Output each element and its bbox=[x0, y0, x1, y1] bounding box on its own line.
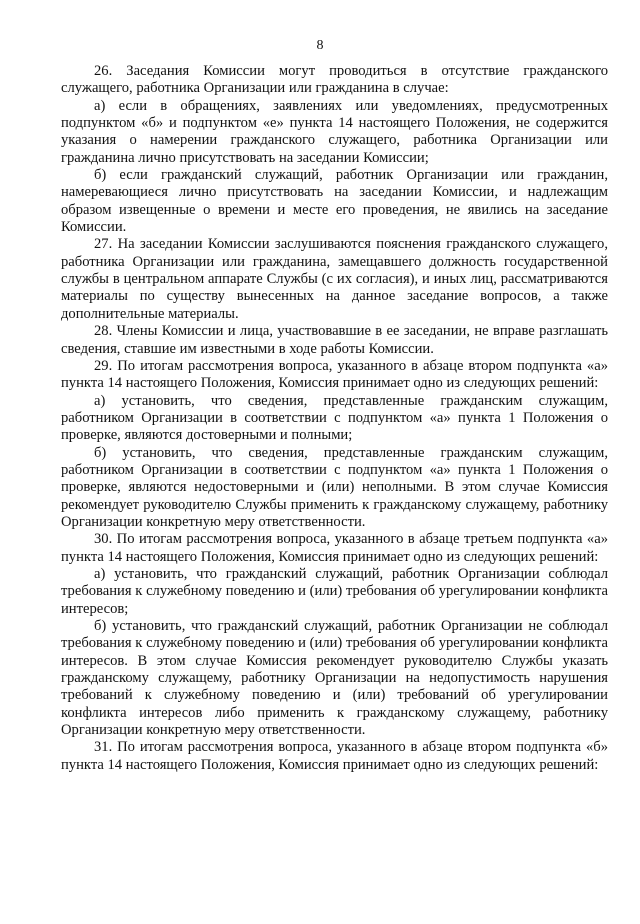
paragraph-31: 31. По итогам рассмотрения вопроса, указанного в абзаце втором подпункта «б» пункта 14 настоящего Положения, Комиссия принимает одно из следующих решений: bbox=[61, 739, 608, 773]
paragraph-28: 28. Члены Комиссии и лица, участвовавшие в ее заседании, не вправе разглашать сведения, ставшие им известными в ходе работы Комиссии. bbox=[61, 323, 608, 357]
paragraph-29-a: а) установить, что сведения, представленные гражданским служащим, работником Организации в соответствии с подпунктом «а» пункта 1 Положения о проверке, являются достоверными и полными; bbox=[61, 392, 608, 444]
paragraph-26-a: а) если в обращениях, заявлениях или уведомлениях, предусмотренных подпунктом «б» и подпунктом «е» пункта 14 настоящего Положения, не содержится указания о намерении гражданского служащего, работника Организации или гражданина лично присутствовать на заседании Комиссии; bbox=[61, 97, 608, 166]
document-body bbox=[61, 63, 608, 774]
paragraph-29: 29. По итогам рассмотрения вопроса, указанного в абзаце втором подпункта «а» пункта 14 настоящего Положения, Комиссия принимает одно из следующих решений: bbox=[61, 357, 608, 392]
paragraph-27: 27. На заседании Комиссии заслушиваются пояснения гражданского служащего, работника Организации или гражданина, замещавшего должность государственной службы в центральном аппарате Службы (с их согласия), и иных лиц, рассматриваются материалы по существу вынесенных на данное заседание вопросов, а также дополнительные материалы. bbox=[61, 236, 608, 322]
paragraph-29-b: б) установить, что сведения, представленные гражданским служащим, работником Организации в соответствии с подпунктом «а» пункта 1 Положения о проверке, являются недостоверными и (или) неполными. В этом случае Комиссия рекомендует руководителю Службы применить к гражданскому служащему, работнику Организации конкретную меру ответственности. bbox=[61, 444, 608, 530]
paragraph-26-b: б) если гражданский служащий, работник Организации или гражданин, намеревающиеся лично присутствовать на заседании Комиссии, и надлежащим образом извещенные о времени и месте его проведения, не явились на заседание Комиссии. bbox=[61, 167, 608, 236]
paragraph-26: 26. Заседания Комиссии могут проводиться в отсутствие гражданского служащего, работника Организации или гражданина в случае: bbox=[61, 63, 608, 97]
paragraph-30-b: б) установить, что гражданский служащий, работник Организации не соблюдал требования к служебному поведению и (или) требования об урегулировании конфликта интересов. В этом случае Комиссия рекомендует руководителю Службы указать гражданскому служащему, работнику Организации на недопустимость нарушения требований к служебному поведению и (или) требований об урегулировании конфликта интересов либо применить к гражданскому служащему, работнику Организации конкретную меру ответственности. bbox=[61, 618, 608, 739]
paragraph-30: 30. По итогам рассмотрения вопроса, указанного в абзаце третьем подпункта «а» пункта 14 настоящего Положения, Комиссия принимает одно из следующих решений: bbox=[61, 531, 608, 565]
page-number: 8 bbox=[316, 38, 324, 53]
paragraph-30-a: а) установить, что гражданский служащий, работник Организации соблюдал требования к служебному поведению и (или) требования об урегулировании конфликта интересов; bbox=[61, 565, 608, 617]
